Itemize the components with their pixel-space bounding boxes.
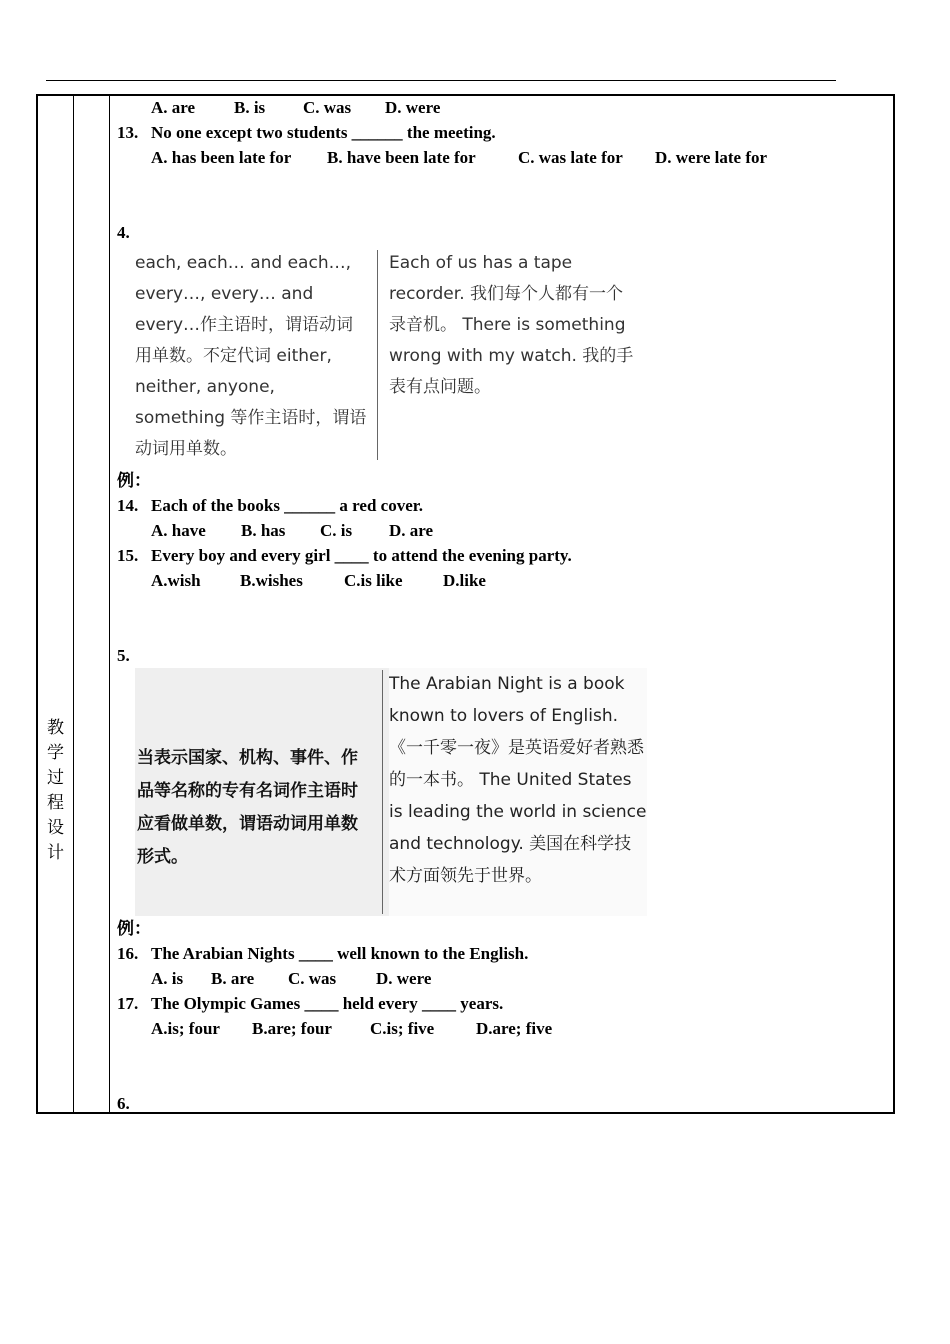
section-5-rule-text: 当表示国家、机构、事件、作品等名称的专有名词作主语时应看做单数，谓语动词用单数形式。	[137, 748, 358, 867]
q15-question: 15. Every boy and every girl ____ to attend the evening party.	[117, 546, 572, 565]
figure-divider	[377, 250, 378, 460]
q13-options: A. has been late for B. have been late for C. was late for D. were late for	[151, 148, 768, 167]
q17-options: A.is; four B.are; four C.is; five D.are; five	[151, 1019, 553, 1038]
section-6-number: 6.	[117, 1094, 130, 1113]
q15-options: A.wish B.wishes C.is like D.like	[151, 571, 486, 590]
example-label: 例：	[117, 919, 151, 939]
section-4-rule-text: each, each… and each…, every…, every… and every…作主语时，谓语动词用单数。不定代词 either, neither, anyone, something 等作主语时，谓语动词用单数。	[135, 253, 367, 459]
section-5-example-text: The Arabian Night is a book known to lovers of English. 《一千零一夜》是英语爱好者熟悉的一本书。 The United States is leading the world in science and technology. 美国在科学技术方面领先于世界。	[389, 668, 647, 916]
q13-question: 13. No one except two students ______ the meeting.	[117, 123, 496, 142]
section-4-number: 4.	[117, 223, 130, 242]
q16-question: 16. The Arabian Nights ____ well known to the English.	[117, 944, 529, 963]
column-divider	[73, 96, 74, 1112]
section-5-grammar-figure	[135, 668, 647, 916]
section-4-grammar-figure	[135, 248, 635, 462]
section-4-example-text: Each of us has a tape recorder. 我们每个人都有一个录音机。 There is something wrong with my watch. 我的手表有点问题。	[389, 253, 634, 397]
q12-options: A. are B. is C. was D. were	[151, 98, 441, 117]
q16-options: A. is B. are C. was D. were	[151, 969, 432, 988]
column-divider	[109, 96, 110, 1112]
q14-options: A. have B. has C. is D. are	[151, 521, 434, 540]
figure-divider	[382, 670, 383, 914]
section-5-number: 5.	[117, 646, 130, 665]
q17-question: 17. The Olympic Games ____ held every ____ years.	[117, 994, 504, 1013]
header-rule	[46, 80, 836, 81]
example-label: 例：	[117, 471, 151, 491]
side-label-teaching-process: 教 学 过 程 设 计	[47, 718, 64, 863]
q14-question: 14. Each of the books ______ a red cover.	[117, 496, 423, 515]
